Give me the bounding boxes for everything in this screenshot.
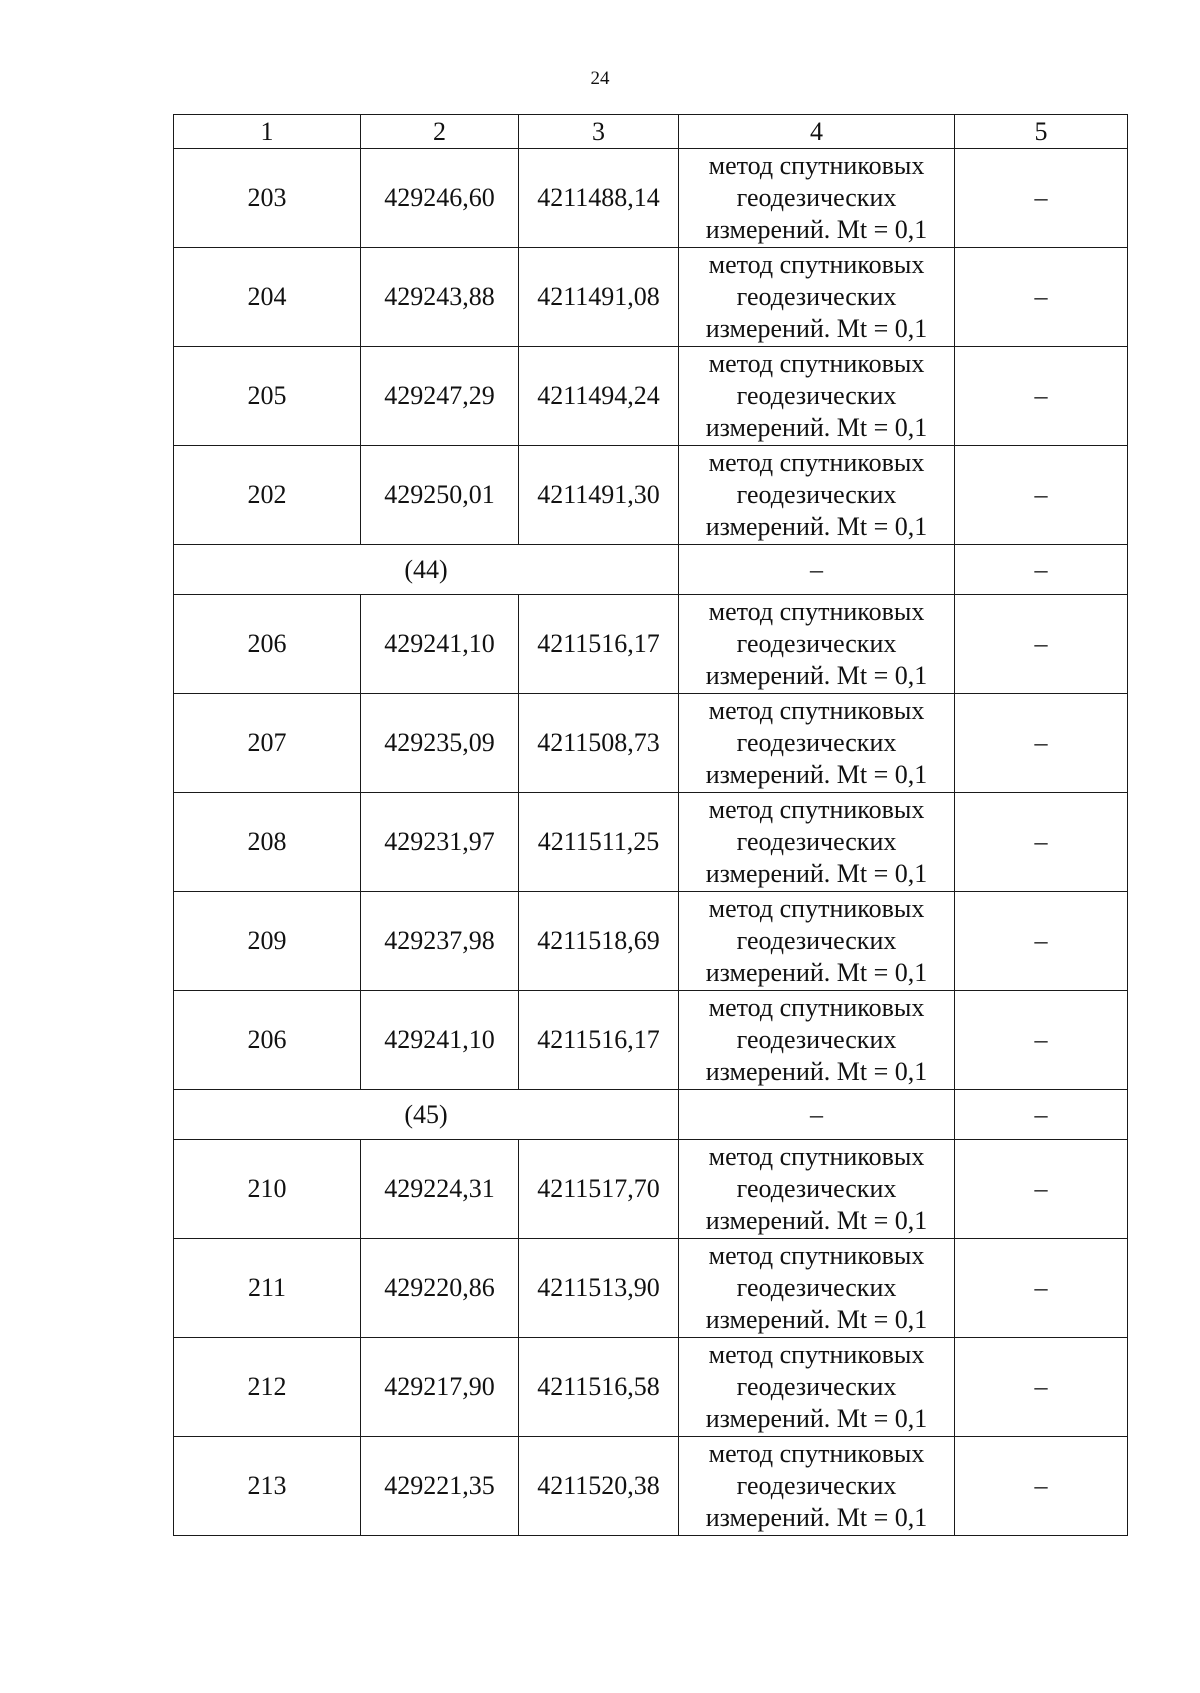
point-number-cell: 205 [174, 347, 361, 446]
note-cell: – [955, 149, 1128, 248]
note-cell: – [955, 248, 1128, 347]
point-row [174, 1437, 1128, 1536]
point-row [174, 347, 1128, 446]
point-number-cell: 206 [174, 595, 361, 694]
method-cell [679, 1437, 955, 1536]
header-cell-1: 1 [174, 115, 361, 149]
method-line: измерений. Mt = 0,1 [705, 1206, 928, 1235]
method-line: измерений. Mt = 0,1 [705, 215, 928, 244]
method-line: метод спутниковых [708, 795, 925, 824]
method-line: измерений. Mt = 0,1 [705, 512, 928, 541]
x-coordinate-cell: 429220,86 [361, 1239, 519, 1338]
method-line: измерений. Mt = 0,1 [705, 661, 928, 690]
y-coordinate-cell: 4211516,17 [519, 991, 679, 1090]
point-row [174, 595, 1128, 694]
method-line: геодезических [736, 827, 897, 856]
method-cell [679, 1338, 955, 1437]
x-coordinate-cell: 429241,10 [361, 595, 519, 694]
point-row [174, 248, 1128, 347]
method-line: измерений. Mt = 0,1 [705, 760, 928, 789]
method-line: геодезических [736, 629, 897, 658]
coordinates-table [173, 114, 1128, 1536]
y-coordinate-cell: 4211513,90 [519, 1239, 679, 1338]
method-cell: – [679, 545, 955, 595]
method-line: метод спутниковых [708, 597, 925, 626]
point-number-cell: 210 [174, 1140, 361, 1239]
contour-row [174, 1090, 1128, 1140]
method-line: метод спутниковых [708, 1439, 925, 1468]
method-line: геодезических [736, 480, 897, 509]
note-cell: – [955, 1090, 1128, 1140]
point-number-cell: 213 [174, 1437, 361, 1536]
method-line: метод спутниковых [708, 894, 925, 923]
x-coordinate-cell: 429246,60 [361, 149, 519, 248]
method-cell [679, 248, 955, 347]
method-line: геодезических [736, 1174, 897, 1203]
header-row [174, 115, 1128, 149]
x-coordinate-cell: 429247,29 [361, 347, 519, 446]
contour-label: (45) [174, 1090, 679, 1140]
y-coordinate-cell: 4211508,73 [519, 694, 679, 793]
y-coordinate-cell: 4211517,70 [519, 1140, 679, 1239]
method-line: метод спутниковых [708, 250, 925, 279]
y-coordinate-cell: 4211491,30 [519, 446, 679, 545]
method-cell [679, 991, 955, 1090]
header-cell-2: 2 [361, 115, 519, 149]
point-row [174, 149, 1128, 248]
method-line: метод спутниковых [708, 448, 925, 477]
method-line: измерений. Mt = 0,1 [705, 1305, 928, 1334]
method-line: метод спутниковых [708, 151, 925, 180]
method-line: метод спутниковых [708, 696, 925, 725]
point-number-cell: 202 [174, 446, 361, 545]
method-line: геодезических [736, 1471, 897, 1500]
method-cell [679, 595, 955, 694]
x-coordinate-cell: 429235,09 [361, 694, 519, 793]
x-coordinate-cell: 429221,35 [361, 1437, 519, 1536]
method-line: измерений. Mt = 0,1 [705, 413, 928, 442]
note-cell: – [955, 892, 1128, 991]
note-cell: – [955, 347, 1128, 446]
method-line: метод спутниковых [708, 1241, 925, 1270]
method-cell [679, 694, 955, 793]
method-line: метод спутниковых [708, 993, 925, 1022]
point-row [174, 446, 1128, 545]
method-line: геодезических [736, 1025, 897, 1054]
x-coordinate-cell: 429217,90 [361, 1338, 519, 1437]
contour-row [174, 545, 1128, 595]
x-coordinate-cell: 429250,01 [361, 446, 519, 545]
method-line: геодезических [736, 728, 897, 757]
method-line: геодезических [736, 282, 897, 311]
y-coordinate-cell: 4211488,14 [519, 149, 679, 248]
method-cell [679, 1239, 955, 1338]
x-coordinate-cell: 429241,10 [361, 991, 519, 1090]
point-number-cell: 211 [174, 1239, 361, 1338]
method-line: измерений. Mt = 0,1 [705, 1057, 928, 1086]
note-cell: – [955, 793, 1128, 892]
point-number-cell: 204 [174, 248, 361, 347]
method-line: метод спутниковых [708, 349, 925, 378]
y-coordinate-cell: 4211491,08 [519, 248, 679, 347]
method-line: геодезических [736, 1273, 897, 1302]
y-coordinate-cell: 4211518,69 [519, 892, 679, 991]
y-coordinate-cell: 4211520,38 [519, 1437, 679, 1536]
y-coordinate-cell: 4211494,24 [519, 347, 679, 446]
method-cell [679, 347, 955, 446]
method-line: измерений. Mt = 0,1 [705, 958, 928, 987]
note-cell: – [955, 991, 1128, 1090]
header-cell-5: 5 [955, 115, 1128, 149]
note-cell: – [955, 694, 1128, 793]
method-line: измерений. Mt = 0,1 [705, 314, 928, 343]
note-cell: – [955, 1239, 1128, 1338]
method-cell [679, 149, 955, 248]
point-row [174, 793, 1128, 892]
method-line: метод спутниковых [708, 1340, 925, 1369]
method-cell [679, 793, 955, 892]
point-number-cell: 212 [174, 1338, 361, 1437]
point-number-cell: 209 [174, 892, 361, 991]
contour-label: (44) [174, 545, 679, 595]
note-cell: – [955, 446, 1128, 545]
method-line: геодезических [736, 1372, 897, 1401]
x-coordinate-cell: 429224,31 [361, 1140, 519, 1239]
point-row [174, 1239, 1128, 1338]
point-number-cell: 203 [174, 149, 361, 248]
note-cell: – [955, 595, 1128, 694]
header-cell-3: 3 [519, 115, 679, 149]
method-line: геодезических [736, 183, 897, 212]
method-cell [679, 1140, 955, 1239]
method-line: геодезических [736, 381, 897, 410]
x-coordinate-cell: 429231,97 [361, 793, 519, 892]
method-line: измерений. Mt = 0,1 [705, 1503, 928, 1532]
point-row [174, 694, 1128, 793]
point-row [174, 991, 1128, 1090]
x-coordinate-cell: 429243,88 [361, 248, 519, 347]
method-line: измерений. Mt = 0,1 [705, 1404, 928, 1433]
note-cell: – [955, 545, 1128, 595]
point-row [174, 1140, 1128, 1239]
table-body [174, 115, 1128, 1536]
x-coordinate-cell: 429237,98 [361, 892, 519, 991]
note-cell: – [955, 1338, 1128, 1437]
method-cell [679, 446, 955, 545]
y-coordinate-cell: 4211516,58 [519, 1338, 679, 1437]
method-line: метод спутниковых [708, 1142, 925, 1171]
point-number-cell: 207 [174, 694, 361, 793]
note-cell: – [955, 1140, 1128, 1239]
page-number: 24 [590, 68, 610, 89]
point-number-cell: 206 [174, 991, 361, 1090]
y-coordinate-cell: 4211516,17 [519, 595, 679, 694]
method-cell [679, 892, 955, 991]
header-cell-4: 4 [679, 115, 955, 149]
method-line: геодезических [736, 926, 897, 955]
method-cell: – [679, 1090, 955, 1140]
y-coordinate-cell: 4211511,25 [519, 793, 679, 892]
point-row [174, 1338, 1128, 1437]
note-cell: – [955, 1437, 1128, 1536]
point-row [174, 892, 1128, 991]
method-line: измерений. Mt = 0,1 [705, 859, 928, 888]
point-number-cell: 208 [174, 793, 361, 892]
